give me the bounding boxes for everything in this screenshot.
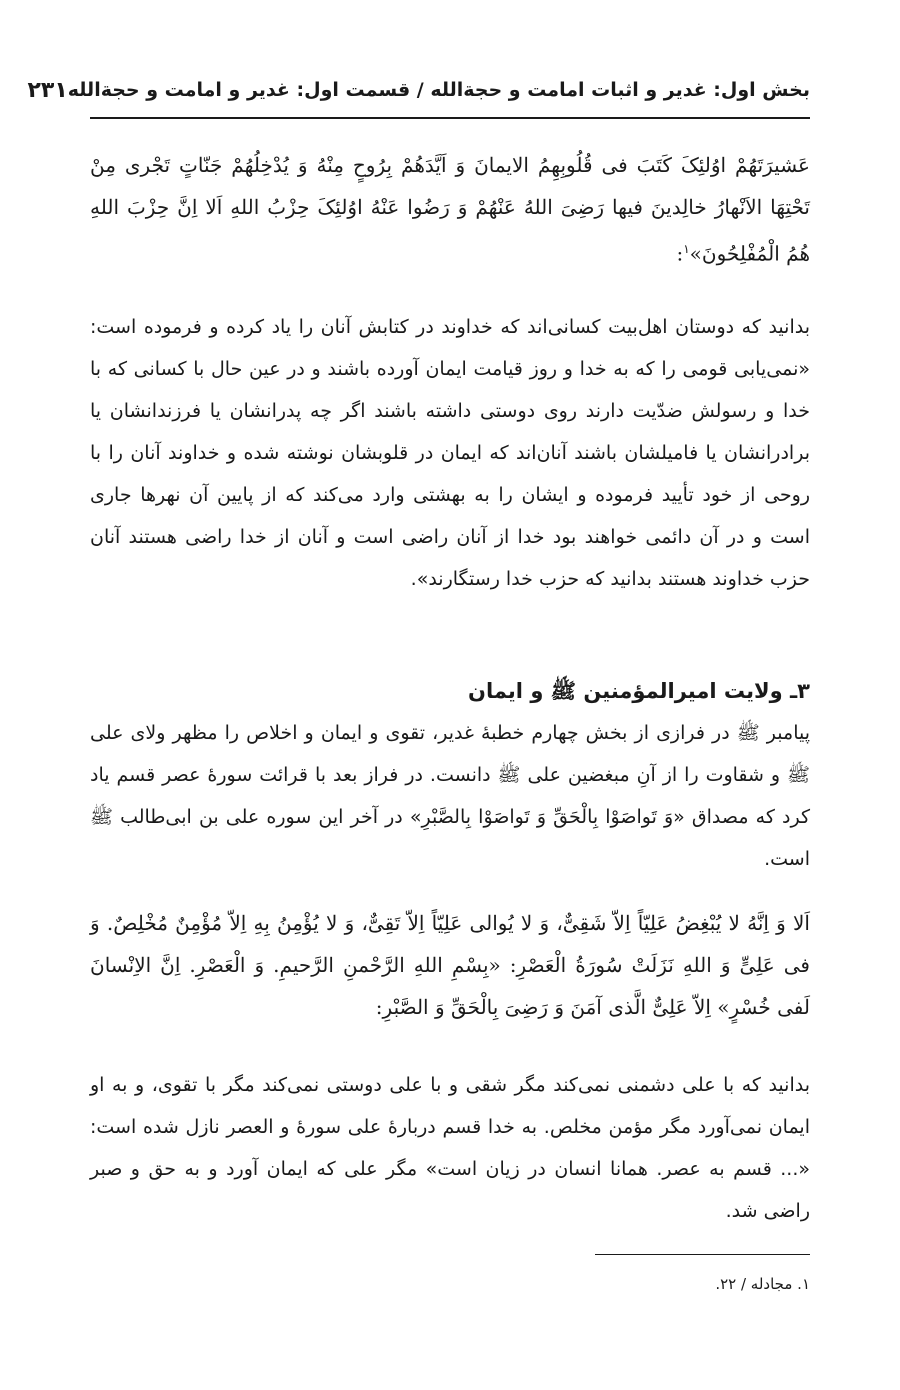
page-number: ۲۳۱ xyxy=(27,77,68,103)
book-page xyxy=(27,0,810,1390)
sermon-arabic-quote: اَلا وَ اِنَّهُ لا يُبْغِضُ عَلِيّاً اِلاّ شَقِیٌّ، وَ لا يُوالی عَلِيّاً اِلاّ تَقِیٌّ، وَ لا يُؤْمِنُ بِهِ اِلاّ مُؤْمِنٌ مُخْلِصٌ. وَ فی عَلِیٍّ وَ اللهِ نَزَلَتْ سُورَةُ الْعَصْرِ: «بِسْمِ اللهِ الرَّحْمنِ الرَّحيمِ. وَ الْعَصْرِ. اِنَّ الاِنْسانَ لَفی خُسْرٍ» اِلاّ عَلِیٌّ الَّذی آمَنَ وَ رَضِیَ بِالْحَقِّ وَ الصَّبْرِ: xyxy=(90,911,810,1019)
paragraph-sermon-intro: پیامبر ﷺ در فرازی از بخش چهارم خطبهٔ غدیر، تقوی و ایمان و اخلاص را مظهر ولای علی ﷺ و شقاوت را از آنِ مبغضین علی ﷺ دانست. در فراز بعد با قرائت سورهٔ عصر قسم یاد کرد که مصداق «وَ تَواصَوْا بِالْحَقِّ وَ تَواصَوْا بِالصَّبْرِ» در آخر این سوره علی بن ابی‌طالب ﷺ است. xyxy=(90,722,810,870)
running-header xyxy=(27,70,810,110)
quran-verse-quote xyxy=(90,144,810,275)
running-header-title: بخش اول: غدیر و اثبات امامت و حجةالله / قسمت اول: غدیر و امامت و حجةالله xyxy=(67,79,810,101)
paragraph-translation: بدانید که با علی دشمنی نمی‌کند مگر شقی و با علی دوستی نمی‌کند مگر با تقوی، و به او ایمان نمی‌آورد مگر مؤمن مخلص. به خدا قسم دربارهٔ علی سورهٔ و العصر نازل شده است: «... قسم به عصر. همانا انسان در زیان است» مگر علی که ایمان آورد و به حق و صبر راضی شد. xyxy=(90,1074,810,1222)
footnote-divider xyxy=(595,1254,810,1255)
quran-verse-text: عَشيرَتَهُمْ اوُلئِکَ کَتَبَ فی قُلُوبِهِمُ الايمانَ وَ اَيَّدَهُمْ بِرُوحٍ مِنْهُ وَ يُدْخِلُهُمْ جَنّاتٍ تَجْری مِنْ تَحْتِهَا الاَنْهارُ خالِدينَ فيها رَضِیَ اللهُ عَنْهُمْ وَ رَضُوا عَنْهُ اوُلئِکَ حِزْبُ اللهِ اَلا اِنَّ حِزْبَ اللهِ هُمُ الْمُفْلِحُونَ» xyxy=(90,153,810,266)
section-heading: ۳ـ ولایت امیرالمؤمنین ﷺ و ایمان xyxy=(468,679,810,703)
header-divider xyxy=(90,117,810,119)
quote-end-colon: : xyxy=(676,241,684,266)
footnote: ۱. مجادله / ۲۲. xyxy=(715,1275,810,1293)
paragraph-explanation: بدانید که دوستان اهل‌بیت کسانی‌اند که خداوند در کتابش آنان را یاد کرده و فرموده است: «نمی‌یابی قومی را که به خدا و روز قیامت ایمان آورده باشند و در عین حال با کسانی که با خدا و رسولش ضدّیت دارند روی دوستی داشته باشند اگر چه پدرانشان یا فرزندانشان یا برادرانشان یا فامیلشان باشند آنان‌اند که ایمان در قلوبشان نوشته شده و خداوند آنان را با روحی از خود تأیید فرموده و ایشان را به بهشتی وارد می‌کند که از پایین آن نهرها جاری است و در آن دائمی خواهند بود خدا از آنان راضی است و آنان از خدا راضی هستند آنان حزب خداوند هستند بدانید که حزب خدا رستگارند». xyxy=(90,316,810,590)
footnote-reference: ۱ xyxy=(683,242,690,256)
